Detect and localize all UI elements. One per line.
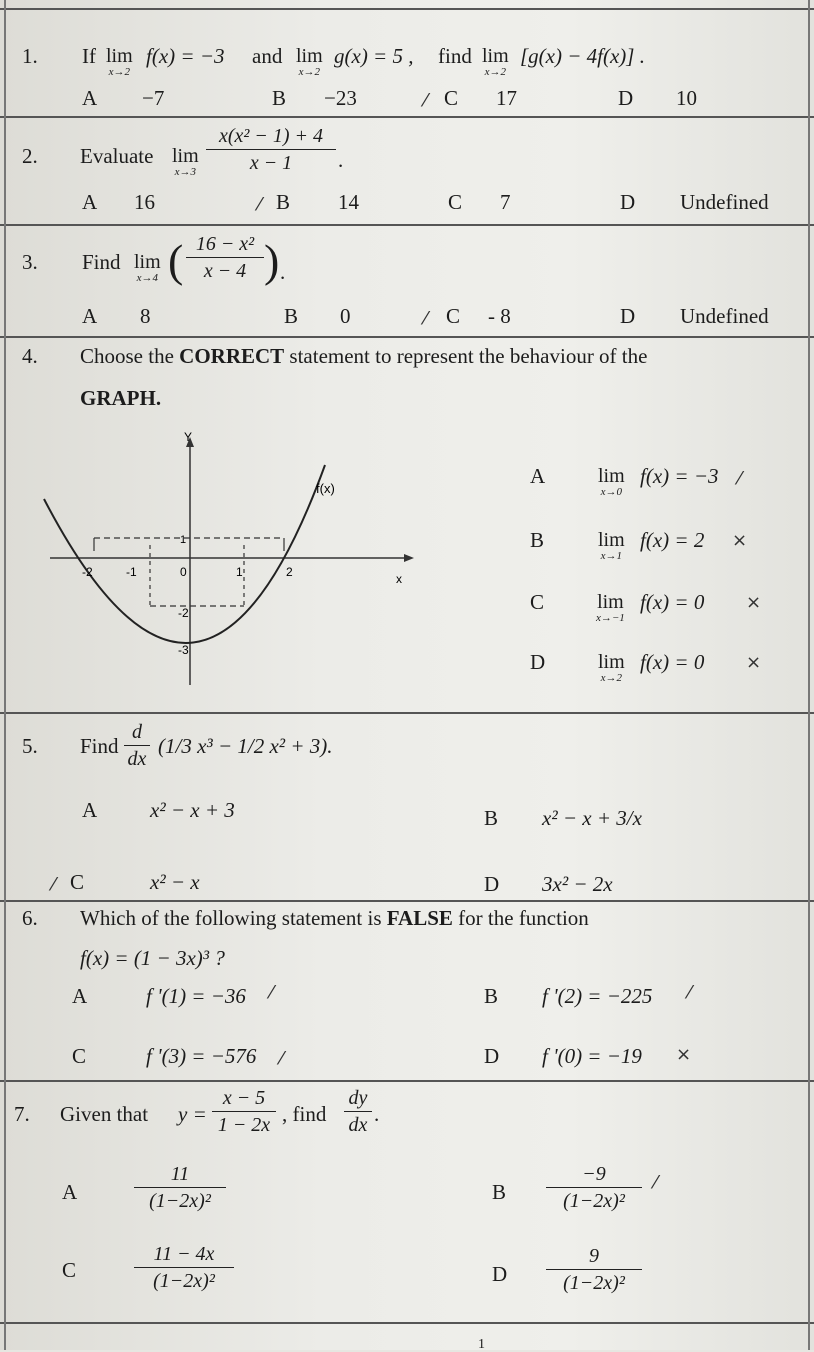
option-letter: B [492, 1180, 507, 1204]
math-expression: f(x) = −3 [146, 44, 225, 68]
question-number: 7. [14, 1102, 30, 1126]
question-text: GRAPH. [80, 386, 162, 410]
tick-mark: ⁄ [738, 468, 742, 489]
option-letter: B [530, 528, 545, 552]
function-graph [30, 425, 420, 695]
option-value: x² − x + 3 [150, 798, 235, 822]
derivative-operator: $\frac{dy}{dx}$ [344, 1088, 372, 1135]
row-divider [0, 900, 814, 902]
table-border [0, 1322, 814, 1324]
cross-mark: × [746, 592, 762, 613]
cross-mark: × [732, 530, 748, 551]
option-letter: D [530, 650, 546, 674]
option-letter: C [70, 870, 85, 894]
question-number: 5. [22, 734, 38, 758]
option-letter: B [284, 304, 299, 328]
tick-mark: ⁄ [280, 1048, 284, 1069]
punctuation: . [374, 1102, 380, 1126]
question-number: 1. [22, 44, 38, 68]
page-number: 1 [478, 1337, 485, 1352]
option-value: −7 [142, 86, 165, 110]
option-letter: C [446, 304, 461, 328]
question-text: Evaluate [80, 144, 154, 168]
option-value: 14 [338, 190, 359, 214]
limit-operator: lim x→0 [598, 465, 625, 498]
row-divider [0, 224, 814, 226]
option-letter: B [484, 806, 499, 830]
option-letter: C [72, 1044, 87, 1068]
option-letter: A [62, 1180, 78, 1204]
option-value: Undefined [680, 304, 769, 328]
question-text: Which of the following statement is FALSE for the function [80, 906, 589, 930]
y-tick-label: -2 [178, 606, 189, 620]
x-axis-label: x [396, 572, 402, 586]
tick-mark: ⁄ [424, 90, 428, 111]
punctuation: . [338, 148, 344, 172]
limit-operator: lim x→2 [296, 45, 323, 78]
parenthesis: ) [264, 235, 280, 286]
math-expression: f(x) = 2 [640, 528, 705, 552]
option-value: −23 [324, 86, 357, 110]
tick-mark: ⁄ [424, 308, 428, 329]
option-letter: D [618, 86, 634, 110]
option-value: f '(2) = −225 [542, 984, 653, 1008]
option-value: 16 [134, 190, 155, 214]
option-value: f '(0) = −19 [542, 1044, 642, 1068]
option-value: 0 [340, 304, 351, 328]
row-divider [0, 336, 814, 338]
option-value: f '(1) = −36 [146, 984, 246, 1008]
option-letter: A [82, 86, 98, 110]
option-letter: B [276, 190, 291, 214]
cross-mark: × [746, 652, 762, 673]
option-letter: A [72, 984, 88, 1008]
x-tick-label: 0 [180, 565, 187, 579]
x-tick-label: -1 [126, 565, 137, 579]
option-value: f '(3) = −576 [146, 1044, 257, 1068]
option-fraction: $\frac{9}{\text{(1−2x)²}}$ [546, 1246, 642, 1293]
y-axis-label: Y [184, 430, 193, 444]
tick-mark: ⁄ [654, 1172, 658, 1193]
y-tick-label: -3 [178, 643, 189, 657]
question-text: , find [282, 1102, 327, 1126]
tick-mark: ⁄ [258, 194, 262, 215]
option-fraction: $\frac{11 - 4x}{\text{(1−2x)²}}$ [134, 1244, 234, 1291]
tick-mark: ⁄ [270, 982, 274, 1003]
question-text: find [438, 44, 472, 68]
limit-operator: lim x→3 [172, 145, 199, 178]
option-letter: D [620, 190, 636, 214]
punctuation: . [280, 260, 286, 284]
option-fraction: $\frac{11}{\text{(1−2x)²}}$ [134, 1164, 226, 1211]
question-text: Find [80, 734, 119, 758]
math-expression: f(x) = −3 [640, 464, 719, 488]
math-expression: f(x) = 0 [640, 590, 705, 614]
derivative-operator: $\frac{d}{dx}$ [124, 722, 150, 769]
math-expression: f(x) = 0 [640, 650, 705, 674]
parenthesis: ( [168, 235, 184, 286]
option-letter: D [492, 1262, 508, 1286]
option-letter: B [484, 984, 499, 1008]
option-fraction: $\frac{-9}{\text{(1−2x)²}}$ [546, 1164, 642, 1211]
option-value: - 8 [488, 304, 511, 328]
question-number: 3. [22, 250, 38, 274]
option-letter: B [272, 86, 287, 110]
math-expression: [g(x) − 4f(x)] . [520, 44, 645, 68]
option-letter: A [82, 798, 98, 822]
question-number: 2. [22, 144, 38, 168]
option-value: x² − x [150, 870, 200, 894]
option-letter: D [484, 872, 500, 896]
cross-mark: × [676, 1044, 692, 1065]
option-letter: C [62, 1258, 77, 1282]
question-text: Choose the CORRECT statement to represent the behaviour of the [80, 344, 648, 368]
fraction: $\frac{x - 5}{1 - 2x}$ [212, 1088, 276, 1135]
x-tick-label: -2 [82, 565, 93, 579]
row-divider [0, 116, 814, 118]
table-border [0, 8, 814, 10]
limit-operator: lim x→1 [598, 529, 625, 562]
option-value: 8 [140, 304, 151, 328]
question-number: 4. [22, 344, 38, 368]
option-value: 17 [496, 86, 517, 110]
limit-operator: lim x→2 [482, 45, 509, 78]
option-value: Undefined [680, 190, 769, 214]
option-letter: D [620, 304, 636, 328]
tick-mark: ⁄ [52, 874, 56, 895]
x-tick-label: 2 [286, 565, 293, 579]
question-text: Given that [60, 1102, 149, 1126]
fraction: $\frac{\text{16 − x²}}{x - 4}$ [186, 234, 264, 281]
x-tick-label: 1 [236, 565, 243, 579]
limit-operator: lim x→2 [598, 651, 625, 684]
option-letter: A [82, 304, 98, 328]
question-text: and [252, 44, 283, 68]
table-border [4, 0, 6, 1350]
math-expression: y = [178, 1102, 207, 1126]
option-value: 3x² − 2x [542, 872, 613, 896]
function-label: f(x) [316, 481, 335, 496]
option-letter: D [484, 1044, 500, 1068]
option-letter: A [82, 190, 98, 214]
option-value: 10 [676, 86, 697, 110]
option-letter: C [444, 86, 459, 110]
question-text: If [82, 44, 96, 68]
limit-operator: lim x→4 [134, 251, 161, 284]
question-number: 6. [22, 906, 38, 930]
option-letter: C [530, 590, 545, 614]
y-tick-label: 1 [180, 534, 187, 546]
option-value: x² − x + 3/x [542, 806, 642, 830]
math-expression: (1/3 x³ − 1/2 x² + 3). [158, 734, 333, 758]
x-axis-arrow [404, 554, 414, 562]
table-border [808, 0, 810, 1350]
option-letter: C [448, 190, 463, 214]
row-divider [0, 1080, 814, 1082]
tick-mark: ⁄ [688, 982, 692, 1003]
limit-operator: lim x→2 [106, 45, 133, 78]
fraction: $\frac{\text{x(x² − 1) + 4}}{x - 1}$ [206, 126, 336, 173]
option-letter: A [530, 464, 546, 488]
row-divider [0, 712, 814, 714]
question-text: Find [82, 250, 121, 274]
math-expression: g(x) = 5 , [334, 44, 414, 68]
limit-operator: lim x→−1 [596, 591, 625, 624]
function-definition: f(x) = (1 − 3x)³ ? [80, 946, 225, 970]
option-value: 7 [500, 190, 511, 214]
